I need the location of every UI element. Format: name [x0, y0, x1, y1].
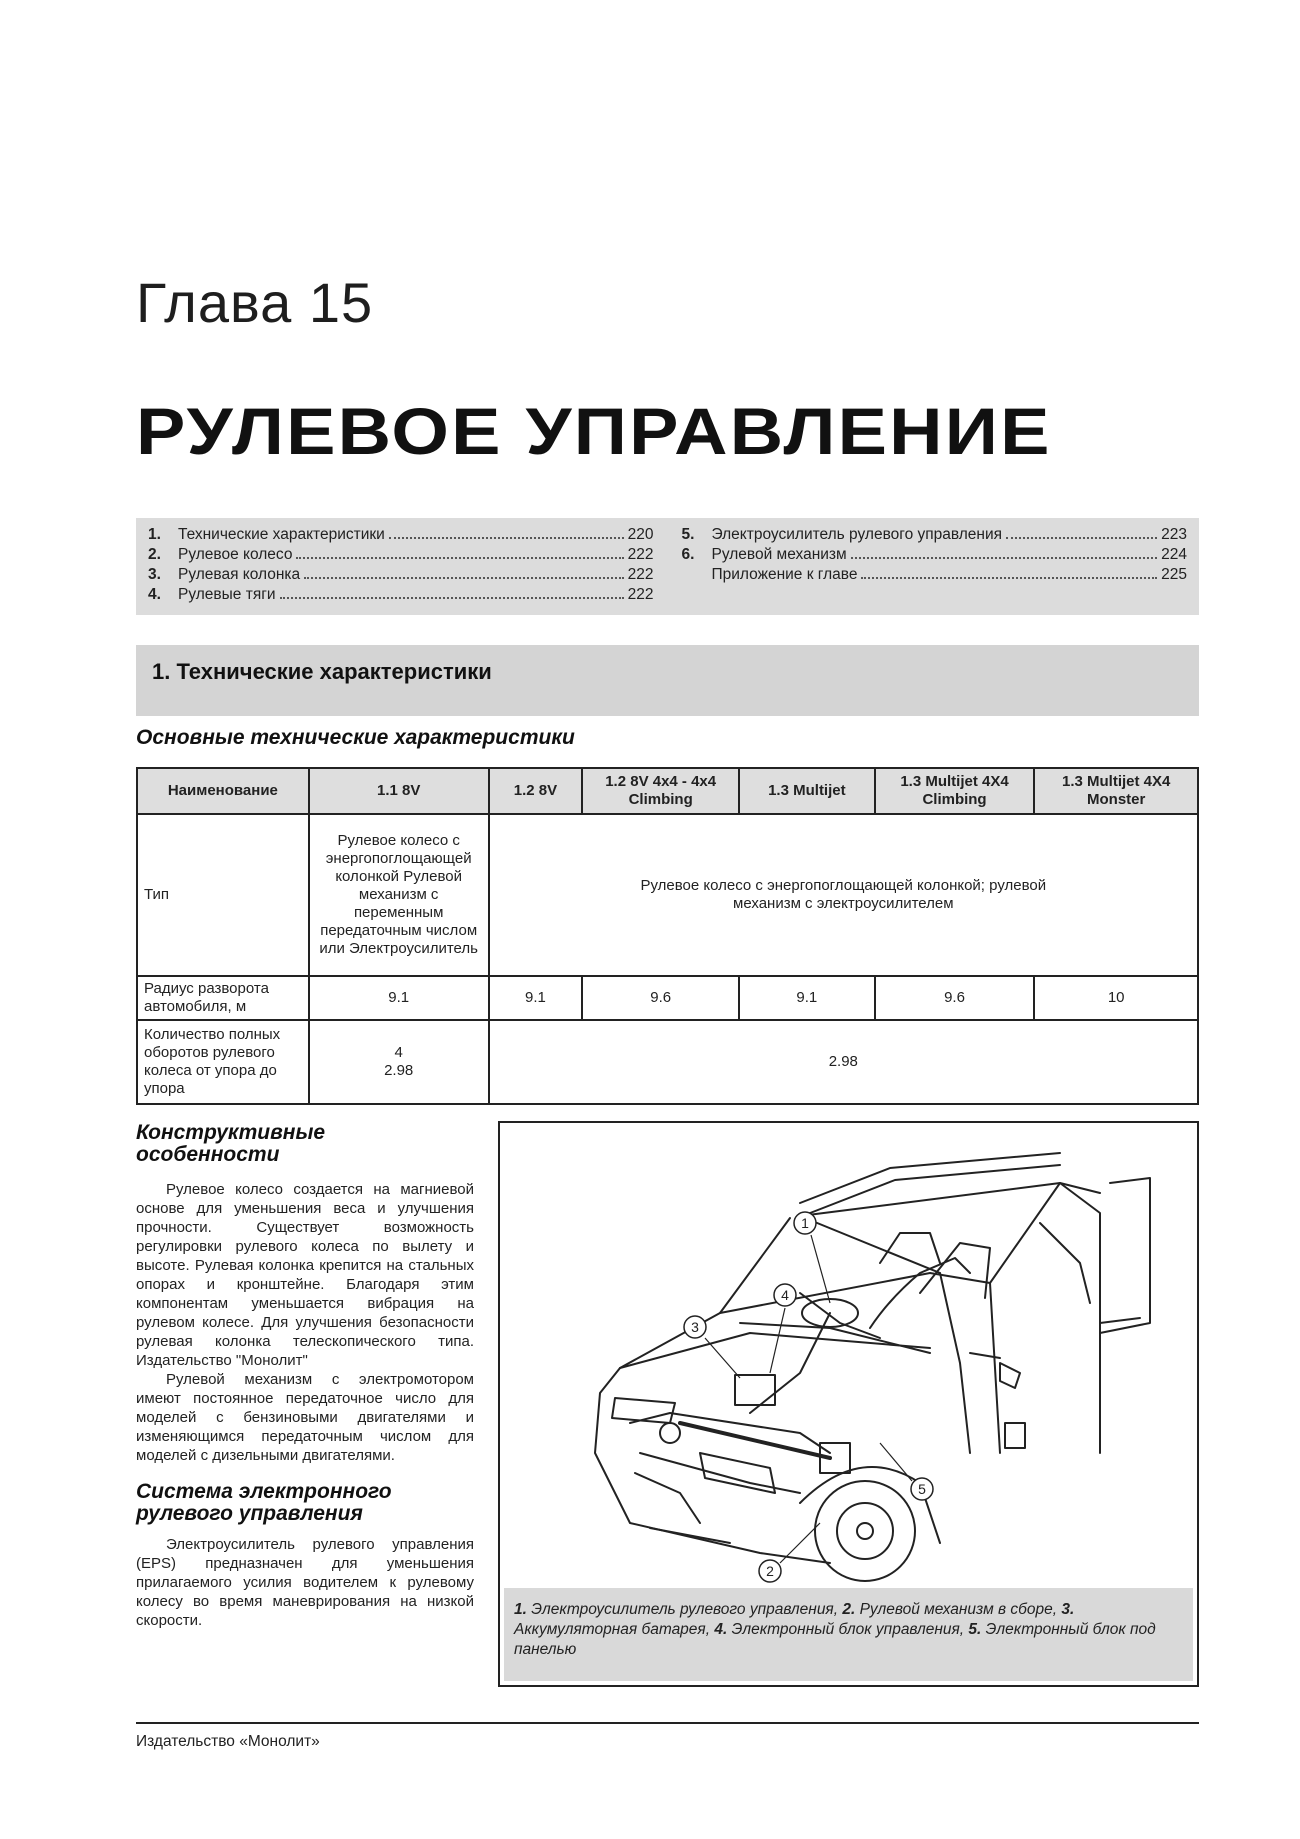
toc-text: Рулевой механизм [711, 546, 847, 563]
cell-line: 2.98 [384, 1062, 414, 1079]
toc-item[interactable] [148, 585, 654, 605]
design-section [136, 1122, 474, 1630]
footer-publisher: Издательство «Монолит» [136, 1733, 320, 1750]
toc-column-right [682, 525, 1188, 608]
caption-text: Электроусилитель рулевого управления, [526, 1601, 843, 1618]
table-cell: 9.6 [582, 976, 739, 1020]
steering-figure [498, 1121, 1199, 1687]
toc-number: 1. [148, 526, 161, 543]
table-cell [309, 1020, 489, 1104]
column-header: 1.2 8V [489, 768, 583, 814]
caption-text: Электронный блок управления, [727, 1621, 969, 1638]
toc-item[interactable] [148, 545, 654, 565]
table-cell: 9.6 [875, 976, 1035, 1020]
row-label: Радиус разворота автомобиля, м [137, 976, 309, 1020]
toc-text: Технические характеристики [178, 526, 385, 543]
table-row [137, 1020, 1198, 1104]
toc-item[interactable] [682, 525, 1188, 545]
table-header-row [137, 768, 1198, 814]
table-cell: Рулевое колесо с энергопоглощающей колонкой; рулевой механизм с электроусилителем [489, 814, 1198, 976]
design-paragraph: Рулевой механизм с электромотором имеют постоянное передаточное число для моделей с бензиновыми двигателями и изменяющимся передаточным числом для моделей с дизельными двигателями. [136, 1371, 474, 1464]
row-label: Тип [137, 814, 309, 976]
toc-item[interactable] [148, 565, 654, 585]
caption-number: 1. [514, 1601, 527, 1618]
column-header: 1.2 8V 4x4 - 4x4 Climbing [582, 768, 739, 814]
caption-number: 3. [1061, 1601, 1075, 1618]
specs-table [136, 767, 1199, 1105]
svg-text:4: 4 [781, 1287, 789, 1303]
toc-leader [851, 557, 1157, 559]
caption-number: 4. [714, 1621, 728, 1638]
design-heading: Конструктивные особенности [136, 1121, 326, 1166]
table-cell: 10 [1034, 976, 1198, 1020]
toc-text: Рулевые тяги [178, 586, 276, 603]
toc-column-left [148, 525, 654, 608]
toc-page: 220 [627, 526, 654, 543]
column-header: 1.3 Multijet 4X4 Climbing [875, 768, 1035, 814]
toc-number: 5. [681, 526, 695, 543]
toc-page: 222 [627, 566, 654, 583]
row-label: Количество полных оборотов рулевого колеса от упора до упора [137, 1020, 309, 1104]
eps-paragraph: Электроусилитель рулевого управления (EPS) предназначен для уменьшения прилагаемого усилия водителем к рулевому колесу во время маневрирования на низкой скорости. [136, 1536, 474, 1629]
table-cell: 2.98 [489, 1020, 1198, 1104]
figure-caption [504, 1588, 1193, 1681]
toc-leader [296, 557, 623, 559]
caption-text: Рулевой механизм в сборе, [855, 1601, 1062, 1618]
toc-number: 4. [148, 586, 161, 603]
design-paragraph: Рулевое колесо создается на магниевой основе для уменьшения веса и улучшения прочности. Существует возможность регулировки рулевого колеса по вылету и высоте. Рулевая колонка крепится на стальных опорах и кронштейне. Благодаря этим компонентам уменьшается вибрация на рулевом колесе. Для улучшения безопасности рулевая колонка телескопического типа. Издательство "Монолит" [136, 1181, 474, 1369]
svg-text:2: 2 [766, 1563, 774, 1579]
toc-number: 2. [148, 546, 161, 563]
toc-leader [280, 597, 624, 599]
section-title: 1. Технические характеристики [152, 659, 492, 684]
toc-number: 3. [148, 566, 161, 583]
toc-number: 6. [681, 546, 695, 563]
toc-page: 223 [1161, 526, 1187, 543]
column-header: Наименование [137, 768, 309, 814]
table-cell: Рулевое колесо с энергопоглощающей колонкой Рулевой механизм с переменным передаточным числом или Электроусилитель [309, 814, 489, 976]
toc-page: 222 [627, 586, 654, 603]
toc-item[interactable] [682, 545, 1188, 565]
toc-item[interactable] [148, 525, 654, 545]
section-title-bar [136, 645, 1199, 716]
column-header: 1.3 Multijet 4X4 Monster [1034, 768, 1198, 814]
toc-page: 224 [1161, 546, 1187, 563]
table-cell: 9.1 [739, 976, 875, 1020]
table-row [137, 814, 1198, 976]
table-cell: 9.1 [309, 976, 489, 1020]
chapter-label: Глава 15 [136, 271, 374, 334]
footer-divider [136, 1722, 1199, 1724]
car-illustration [500, 1123, 1197, 1586]
svg-text:3: 3 [691, 1319, 699, 1335]
cell-line: 4 [394, 1044, 403, 1061]
toc-leader [861, 577, 1157, 579]
chapter-title: РУЛЕВОЕ УПРАВЛЕНИЕ [136, 394, 1052, 468]
toc-text: Приложение к главе [711, 566, 858, 583]
table-cell: 9.1 [489, 976, 583, 1020]
eps-heading: Система электронного рулевого управления [136, 1480, 392, 1525]
callout-3 [684, 1316, 740, 1378]
caption-number: 2. [842, 1601, 856, 1618]
table-of-contents [136, 518, 1199, 615]
caption-number: 5. [968, 1621, 982, 1638]
svg-text:1: 1 [801, 1215, 809, 1231]
toc-leader [304, 577, 623, 579]
toc-text: Электроусилитель рулевого управления [711, 526, 1003, 543]
callout-5 [880, 1443, 933, 1500]
svg-text:5: 5 [918, 1481, 926, 1497]
toc-item[interactable] [682, 565, 1188, 585]
column-header: 1.1 8V [309, 768, 489, 814]
column-header: 1.3 Multijet [739, 768, 875, 814]
toc-leader [389, 537, 624, 539]
callout-4 [770, 1284, 796, 1373]
toc-text: Рулевая колонка [178, 566, 301, 583]
callout-2 [759, 1523, 820, 1582]
toc-page: 222 [627, 546, 654, 563]
caption-text: Электронный блок под панелью [514, 1621, 1156, 1658]
caption-text: Аккумуляторная батарея, [514, 1621, 715, 1638]
specs-heading: Основные технические характеристики [136, 726, 575, 749]
toc-leader [1006, 537, 1157, 539]
toc-page: 225 [1161, 566, 1187, 583]
toc-text: Рулевое колесо [178, 546, 293, 563]
table-row [137, 976, 1198, 1020]
